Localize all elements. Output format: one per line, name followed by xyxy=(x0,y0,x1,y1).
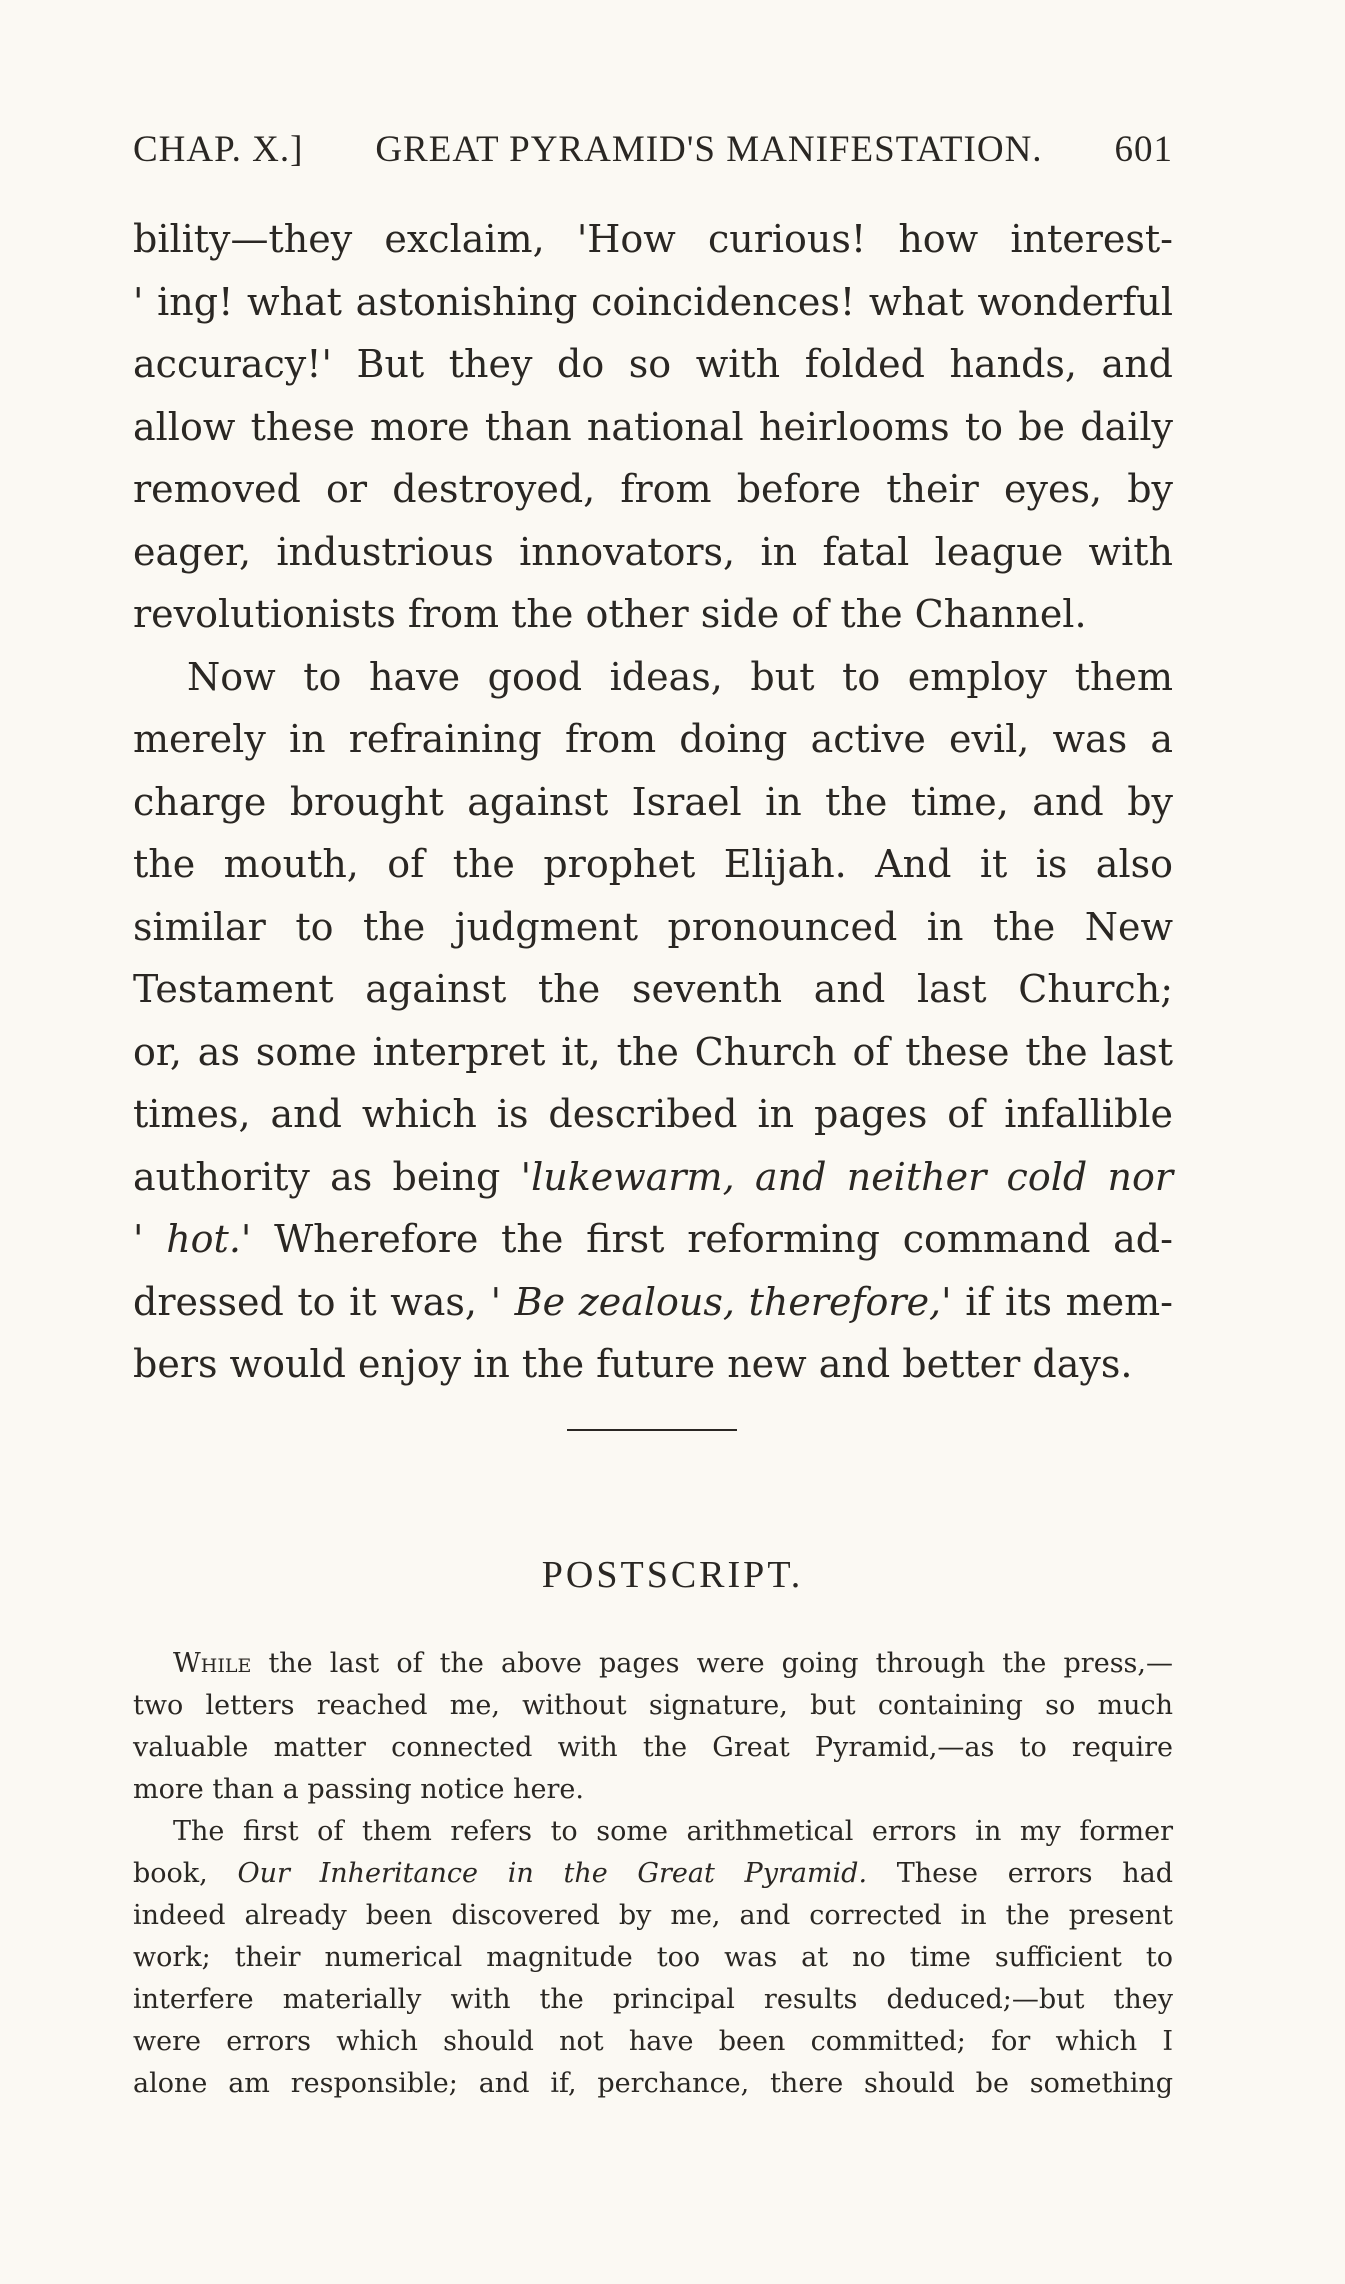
postscript-line: The first of them refers to some arithmetical errors in my former xyxy=(173,1816,1173,1847)
section-divider xyxy=(567,1429,737,1431)
body-line-text: dressed to it was, xyxy=(133,1279,491,1324)
postscript-line: were errors which should not have been committed; for which I xyxy=(133,2026,1173,2057)
body-line: accuracy!' But they do so with folded hands, and xyxy=(133,342,1173,386)
drop-word: While xyxy=(173,1648,252,1679)
body-line: revolutionists from the other side of the Channel. xyxy=(133,592,1087,636)
body-line xyxy=(133,1271,1173,1334)
postscript-line: two letters reached me, without signature, but containing so much xyxy=(133,1690,1173,1721)
body-line: removed or destroyed, from before their eyes, by xyxy=(133,467,1173,511)
postscript-line-text: the last of the above pages were going through the press,— xyxy=(251,1648,1173,1679)
body-line-text: Wherefore the first reforming command ad- xyxy=(251,1217,1173,1261)
body-line xyxy=(133,1146,1173,1209)
body-line: similar to the judgment pronounced in the New xyxy=(133,904,1173,949)
postscript-line: alone am responsible; and if, perchance, there should be something xyxy=(133,2068,1173,2099)
body-line: or, as some interpret it, the Church of these the last xyxy=(133,1029,1173,1074)
body-line: times, and which is described in pages of infallible xyxy=(133,1092,1173,1136)
postscript-line: work; their numerical magnitude too was at no time sufficient to xyxy=(133,1942,1173,1973)
body-line-text: authority as being xyxy=(133,1154,521,1199)
body-line: Now to have good ideas, but to employ them xyxy=(187,654,1173,699)
postscript-body xyxy=(133,1643,1173,2105)
postscript-line-text: book, xyxy=(133,1858,238,1889)
postscript-line: more than a passing notice here. xyxy=(133,1774,584,1805)
postscript-line xyxy=(133,1643,1173,1685)
running-title: GREAT PYRAMID'S MANIFESTATION. xyxy=(375,129,1043,170)
main-body-text xyxy=(133,208,1173,1396)
body-line: allow these more than national heirlooms to be daily xyxy=(133,404,1173,449)
body-line xyxy=(133,1208,1173,1271)
page-number: 601 xyxy=(1114,129,1173,170)
body-line: bility—they exclaim, 'How curious! how interest- xyxy=(133,217,1173,261)
chapter-label: CHAP. X.] xyxy=(133,129,304,170)
body-line: the mouth, of the prophet Elijah. And it is also xyxy=(133,842,1173,886)
quoted-scripture: ' hot.' xyxy=(133,1217,252,1261)
book-title: Our Inheritance in the Great Pyramid. xyxy=(237,1858,868,1889)
quoted-scripture: ' Be zealous, therefore,' xyxy=(490,1279,952,1324)
postscript-line: interfere materially with the principal results deduced;—but they xyxy=(133,1984,1173,2015)
postscript-line: valuable matter connected with the Great Pyramid,—as to require xyxy=(133,1732,1173,1763)
body-line: eager, industrious innovators, in fatal league with xyxy=(133,529,1173,574)
body-line: ' ing! what astonishing coincidences! what wonderful xyxy=(133,279,1173,324)
body-line-text: if its mem- xyxy=(951,1279,1173,1324)
running-head xyxy=(133,128,1173,171)
quoted-scripture: 'lukewarm, and neither cold nor xyxy=(520,1154,1173,1199)
body-line: merely in refraining from doing active evil, was a xyxy=(133,717,1173,761)
postscript-line-text: These errors had xyxy=(867,1858,1174,1889)
body-line: Testament against the seventh and last Church; xyxy=(133,967,1173,1011)
postscript-line xyxy=(133,1853,1173,1895)
body-line: bers would enjoy in the future new and better days. xyxy=(133,1342,1133,1386)
postscript-line: indeed already been discovered by me, and corrected in the present xyxy=(133,1900,1173,1931)
body-line: charge brought against Israel in the time, and by xyxy=(133,779,1173,824)
postscript-heading: POSTSCRIPT. xyxy=(541,1554,804,1596)
